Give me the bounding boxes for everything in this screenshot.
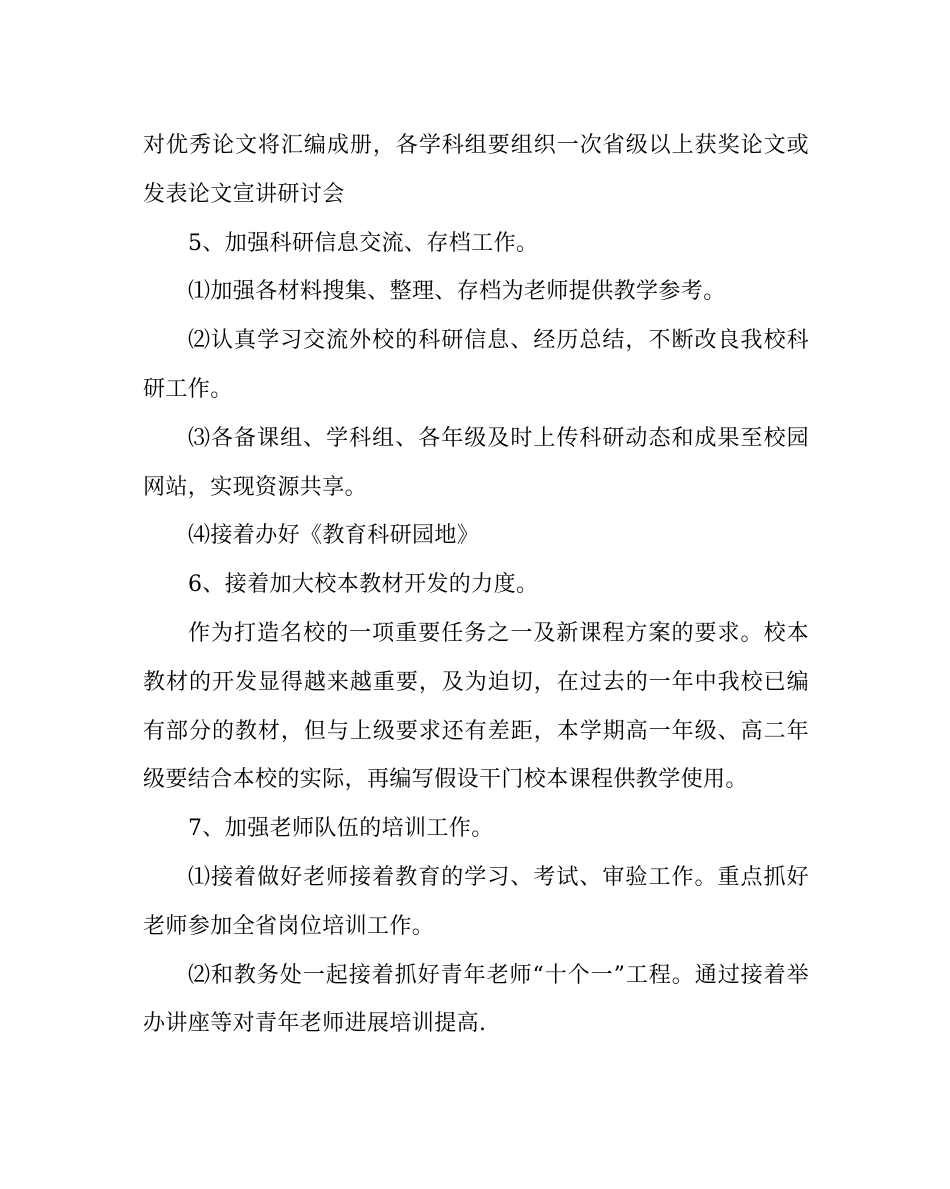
document-body	[143, 122, 809, 1049]
paragraph-item-7-1: ⑴接着做好老师接着教育的学习、考试、审验工作。重点抓好老师参加全省岗位培训工作。	[143, 864, 809, 939]
paragraph-body-6: 作为打造名校的一项重要任务之一及新课程方案的要求。校本教材的开发显得越来越重要，及为迫切，在过去的一年中我校已编有部分的教材，但与上级要求还有差距，本学期高一年级、高二年级要结合本校的实际，再编写假设干门校本课程供教学使用。	[143, 620, 809, 793]
paragraph-item-5-3: ⑶各备课组、学科组、各年级及时上传科研动态和成果至校园网站，实现资源共享。	[143, 425, 809, 500]
paragraph-heading-6: 6、接着加大校本教材开发的力度。	[188, 572, 539, 598]
paragraph-heading-5: 5、加强科研信息交流、存档工作。	[188, 230, 539, 256]
paragraph-item-5-1: ⑴加强各材料搜集、整理、存档为老师提供教学参考。	[188, 279, 726, 305]
paragraph-heading-7: 7、加强老师队伍的培训工作。	[188, 816, 494, 842]
paragraph-item-7-2: ⑵和教务处一起接着抓好青年老师“十个一”工程。通过接着举办讲座等对青年老师进展培训提高.	[143, 962, 809, 1037]
paragraph-continuation: 对优秀论文将汇编成册，各学科组要组织一次省级以上获奖论文或发表论文宣讲研讨会	[143, 133, 809, 207]
paragraph-item-5-4: ⑷接着办好《教育科研园地》	[188, 523, 480, 549]
paragraph-item-5-2: ⑵认真学习交流外校的科研信息、经历总结，不断改良我校科研工作。	[143, 328, 809, 402]
